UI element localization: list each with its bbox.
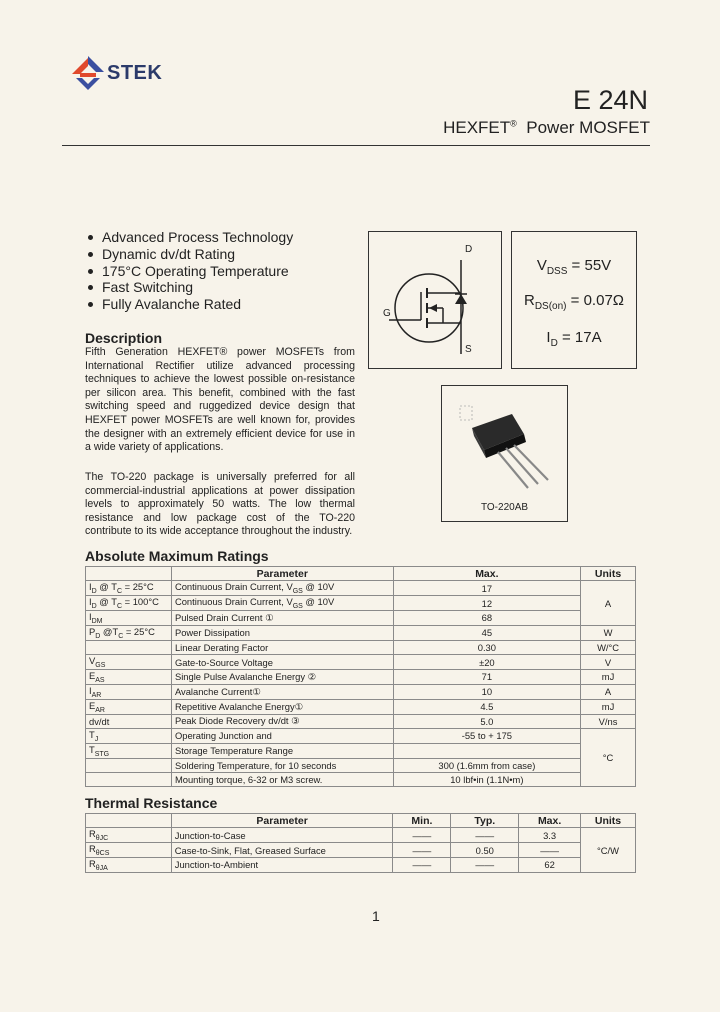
sym-sub: D	[95, 632, 101, 640]
id-subscript: D	[550, 338, 558, 349]
sym-sub: J	[94, 735, 99, 743]
cond-val: = 25°C	[122, 581, 154, 593]
id-symbol: I	[546, 329, 551, 346]
sym: V	[89, 655, 96, 667]
symbol-cell	[86, 611, 172, 626]
unit-cell: mJ	[581, 669, 636, 684]
table-header-row	[86, 814, 636, 828]
param: Continuous Drain Current, V	[174, 596, 293, 608]
sym-sub: θCS	[95, 850, 110, 858]
max-cell: 10 lbf•in (1.1N•m)	[393, 772, 581, 786]
symbol-cell	[86, 699, 172, 714]
spec-box	[511, 231, 637, 369]
symbol-cell	[86, 758, 172, 772]
max-cell: 17	[393, 581, 581, 596]
param-cell	[171, 581, 393, 596]
description-para2: The TO-220 package is universally preferred for all commercial-industrial applications at power dissipation levels to approximately 50 watts. The low thermal resistance and low package cost of the TO-220 contribute to its wide acceptance throughout the industry.	[85, 471, 355, 538]
max-cell: ——	[519, 843, 581, 858]
param-cell: Avalanche Current①	[171, 684, 393, 699]
max-cell: 0.30	[393, 640, 581, 654]
param-cell: Junction-to-Case	[171, 828, 393, 843]
subtitle-hexfet: HEXFET	[443, 118, 511, 137]
sym-sub: DM	[91, 617, 103, 625]
sym: T	[89, 743, 95, 755]
table-row	[86, 699, 636, 714]
thermal-table	[85, 813, 636, 873]
table-row	[86, 772, 636, 786]
part-number: E 24N	[572, 85, 648, 115]
max-cell: 71	[393, 669, 581, 684]
symbol-cell	[86, 684, 172, 699]
param-cell: Gate-to-Source Voltage	[171, 655, 393, 670]
sym: I	[89, 611, 92, 623]
sym: R	[89, 858, 96, 870]
vdss-symbol: V	[536, 257, 547, 274]
vdss-subscript: DSS	[546, 266, 568, 277]
table-row	[86, 714, 636, 728]
table-row	[86, 828, 636, 843]
package-label: TO-220AB	[480, 502, 529, 513]
sym-sub: STG	[94, 750, 110, 758]
sym: E	[89, 699, 96, 711]
param-cell: Operating Junction and	[171, 728, 393, 743]
max-cell: 68	[393, 611, 581, 626]
param-cell	[171, 596, 393, 611]
symbol-cell	[86, 669, 172, 684]
mosfet-symbol-icon	[369, 232, 501, 368]
param-cell: Linear Derating Factor	[171, 640, 393, 654]
param-cell: Peak Diode Recovery dv/dt ③	[171, 714, 393, 728]
symbol-cell	[86, 828, 172, 843]
unit-cell: °C/W	[581, 828, 636, 873]
table-row	[86, 611, 636, 626]
header-cell	[86, 814, 172, 828]
unit-cell: V	[581, 655, 636, 670]
symbol-cell	[86, 625, 172, 640]
max-cell: 3.3	[519, 828, 581, 843]
cond: @ T	[96, 596, 117, 608]
table-row	[86, 858, 636, 873]
param-rest: @ 10V	[302, 596, 335, 608]
unit-cell: A	[581, 684, 636, 699]
sym: P	[89, 625, 96, 637]
max-cell: 5.0	[393, 714, 581, 728]
sym: I	[89, 581, 92, 593]
table-row	[86, 669, 636, 684]
max-cell: ±20	[393, 655, 581, 670]
typ-cell: 0.50	[451, 843, 519, 858]
max-cell	[393, 743, 581, 758]
sym: T	[89, 728, 95, 740]
description-title: Description	[85, 330, 163, 346]
header-cell: Max.	[519, 814, 581, 828]
abs-max-table	[85, 566, 636, 787]
symbol-cell	[86, 728, 172, 743]
param-sub: GS	[292, 588, 303, 596]
sym: I	[89, 684, 92, 696]
feature-item: Dynamic dv/dt Rating	[86, 246, 293, 263]
unit-cell: V/ns	[581, 714, 636, 728]
unit-cell: W/°C	[581, 640, 636, 654]
max-cell: 62	[519, 858, 581, 873]
feature-item: 175°C Operating Temperature	[86, 263, 293, 280]
header-rule	[62, 145, 650, 146]
symbol-cell	[86, 596, 172, 611]
unit-cell: A	[581, 581, 636, 626]
symbol-cell	[86, 772, 172, 786]
max-cell: 12	[393, 596, 581, 611]
header-cell: Parameter	[171, 814, 393, 828]
sym: I	[89, 596, 92, 608]
header-cell	[86, 567, 172, 581]
header-cell: Parameter	[171, 567, 393, 581]
unit-cell: °C	[581, 728, 636, 786]
subtitle-reg: ®	[510, 118, 517, 129]
subtitle	[443, 118, 650, 138]
header-cell: Min.	[393, 814, 451, 828]
source-label: S	[465, 344, 472, 355]
max-cell: 10	[393, 684, 581, 699]
table-row	[86, 625, 636, 640]
spec-rds	[512, 292, 636, 312]
gate-label: G	[383, 308, 391, 319]
symbol-cell	[86, 858, 172, 873]
table-row	[86, 581, 636, 596]
max-cell: 4.5	[393, 699, 581, 714]
min-cell: ——	[393, 858, 451, 873]
unit-cell: mJ	[581, 699, 636, 714]
cond-val: = 25°C	[123, 625, 155, 637]
header-cell: Units	[581, 814, 636, 828]
typ-cell: ——	[451, 858, 519, 873]
spec-id	[512, 329, 636, 349]
drain-label: D	[465, 244, 473, 255]
table-row	[86, 655, 636, 670]
package-box	[441, 385, 568, 522]
symbol-cell	[86, 581, 172, 596]
sym-sub: AR	[91, 691, 102, 699]
thermal-title: Thermal Resistance	[85, 795, 218, 811]
cond: @ T	[96, 581, 117, 593]
header-cell: Units	[581, 567, 636, 581]
table-row	[86, 843, 636, 858]
typ-cell: ——	[451, 828, 519, 843]
stek-logo-icon	[70, 54, 106, 94]
cond-sub: C	[116, 603, 123, 611]
table-row	[86, 758, 636, 772]
header-cell: Max.	[393, 567, 581, 581]
param: Continuous Drain Current, V	[174, 581, 293, 593]
feature-item: Fast Switching	[86, 279, 293, 296]
symbol-cell	[86, 743, 172, 758]
max-cell: 300 (1.6mm from case)	[393, 758, 581, 772]
max-cell: 45	[393, 625, 581, 640]
symbol-cell	[86, 640, 172, 654]
rds-value: = 0.07Ω	[566, 292, 625, 309]
to220-package-icon	[442, 386, 567, 521]
param-rest: @ 10V	[302, 581, 335, 593]
min-cell: ——	[393, 828, 451, 843]
sym: R	[89, 828, 96, 840]
cond: @T	[100, 625, 119, 637]
param-cell: Junction-to-Ambient	[171, 858, 393, 873]
symbol-cell: dv/dt	[86, 714, 172, 728]
abs-max-title: Absolute Maximum Ratings	[85, 548, 269, 564]
cond-sub: C	[116, 588, 123, 596]
sym-sub: GS	[95, 661, 106, 669]
min-cell: ——	[393, 843, 451, 858]
mosfet-symbol-box	[368, 231, 502, 369]
param-sub: GS	[292, 603, 303, 611]
param-cell: Pulsed Drain Current ①	[171, 611, 393, 626]
feature-item: Fully Avalanche Rated	[86, 296, 293, 313]
rds-symbol: R	[523, 292, 535, 309]
cond-val: = 100°C	[122, 596, 159, 608]
description-para1: Fifth Generation HEXFET® power MOSFETs from International Rectifier utilize advanced processing techniques to achieve the lowest possible on-resistance per silicon area. This benefit, combined with the fast switching speed and ruggedized device design that HEXFET power MOSFETs are well known for, provides the designer with an extremely efficient device for use in a wide variety of applications.	[85, 346, 355, 454]
param-cell: Soldering Temperature, for 10 seconds	[171, 758, 393, 772]
unit-cell: W	[581, 625, 636, 640]
table-row	[86, 596, 636, 611]
param-cell: Power Dissipation	[171, 625, 393, 640]
sym-sub: θJA	[95, 864, 108, 872]
cond-sub: C	[118, 632, 124, 640]
table-row	[86, 640, 636, 654]
vdss-value: = 55V	[567, 257, 612, 274]
param-cell: Storage Temperature Range	[171, 743, 393, 758]
param-cell: Case-to-Sink, Flat, Greased Surface	[171, 843, 393, 858]
table-row	[86, 684, 636, 699]
max-cell: -55 to + 175	[393, 728, 581, 743]
sym: R	[89, 843, 96, 855]
feature-item: Advanced Process Technology	[86, 229, 293, 246]
sym-sub: AR	[95, 706, 105, 714]
sym-sub: AS	[95, 676, 105, 684]
symbol-cell	[86, 843, 172, 858]
sym: E	[89, 669, 96, 681]
param-cell: Single Pulse Avalanche Energy ②	[171, 669, 393, 684]
sym-sub: θJC	[95, 835, 109, 843]
sym-sub: D	[91, 588, 97, 596]
id-value: = 17A	[557, 329, 602, 346]
table-row	[86, 743, 636, 758]
feature-list	[86, 229, 293, 313]
symbol-cell	[86, 655, 172, 670]
page-number: 1	[372, 908, 380, 924]
sym-sub: D	[91, 603, 97, 611]
spec-vdss	[512, 257, 636, 277]
param-cell: Mounting torque, 6-32 or M3 screw.	[171, 772, 393, 786]
table-row	[86, 728, 636, 743]
param-cell: Repetitive Avalanche Energy①	[171, 699, 393, 714]
table-header-row	[86, 567, 636, 581]
rds-subscript: DS(on)	[534, 301, 567, 312]
subtitle-rest: Power MOSFET	[526, 118, 650, 137]
header-cell: Typ.	[451, 814, 519, 828]
logo-text: STEK	[107, 62, 163, 84]
